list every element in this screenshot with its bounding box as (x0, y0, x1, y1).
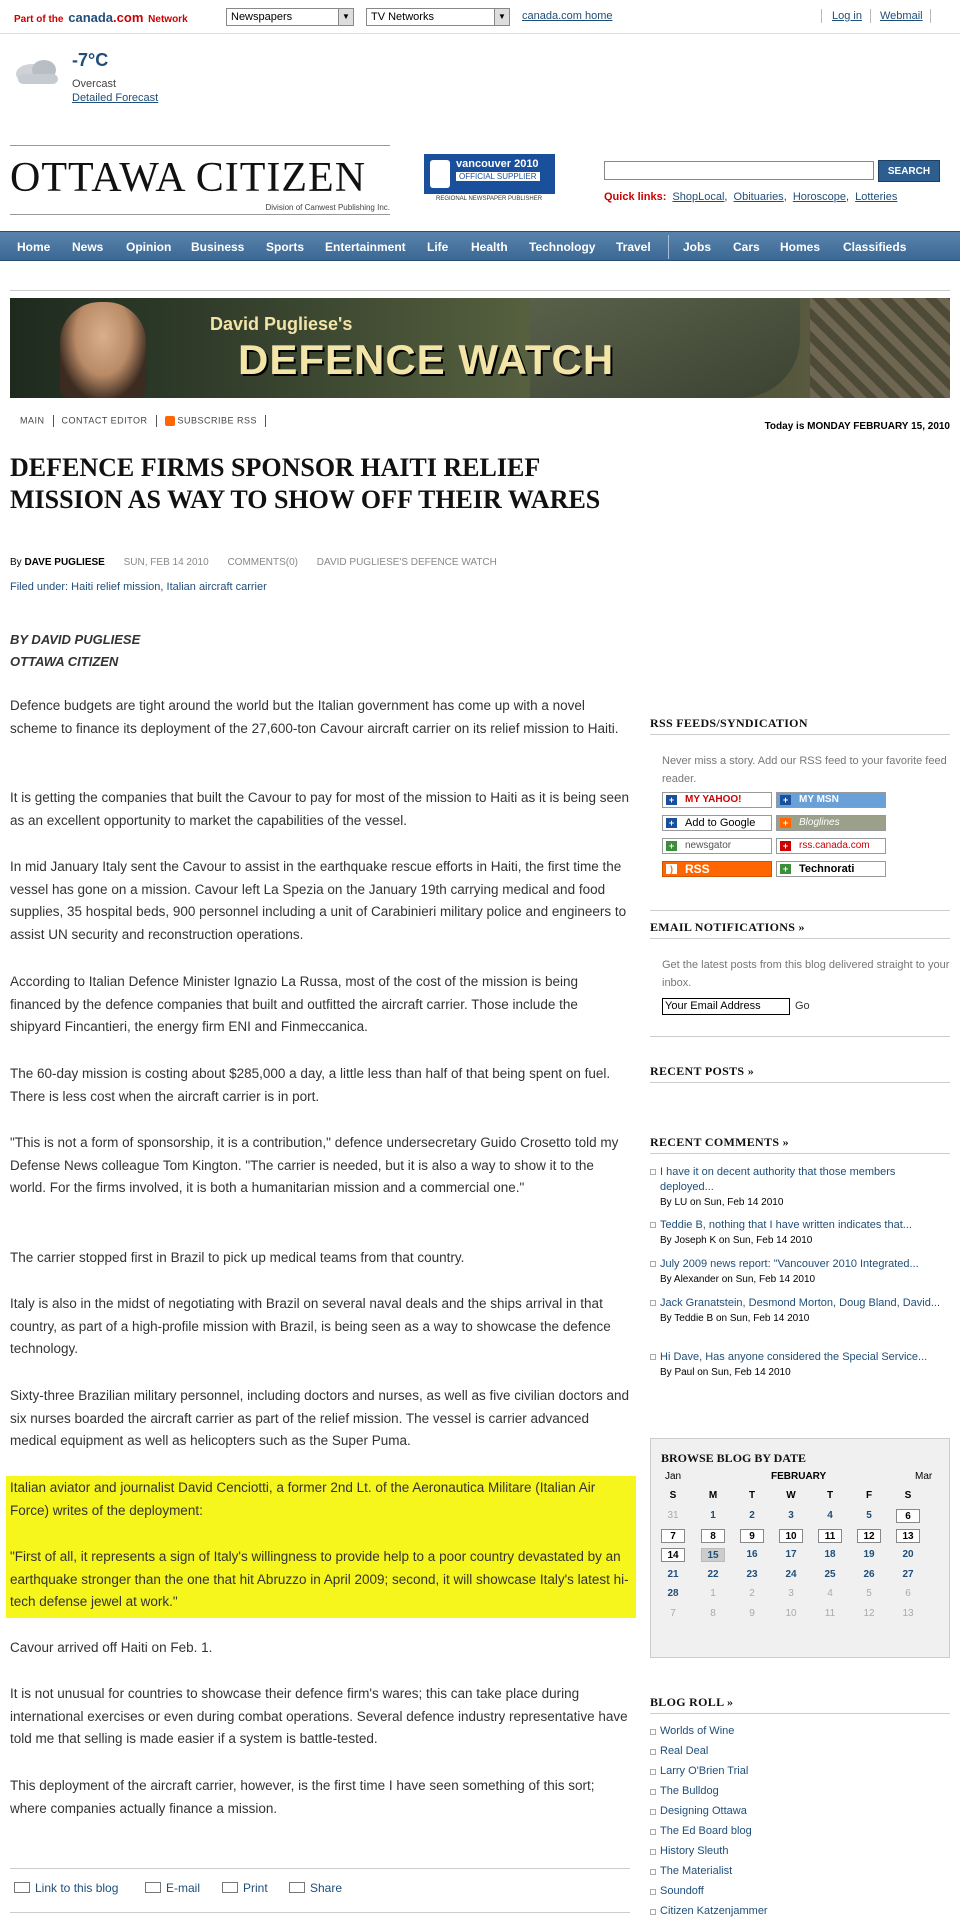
feed-label: rss.canada.com (799, 840, 870, 851)
calendar-day: 20 (902, 1549, 914, 1560)
weather-condition: Overcast (72, 78, 117, 90)
print-icon (222, 1882, 238, 1893)
calendar-day[interactable]: 9 (740, 1529, 764, 1543)
share-article[interactable] (289, 1881, 342, 1895)
calendar-weekday: S (669, 1490, 677, 1501)
nav-cars[interactable]: Cars (733, 240, 760, 254)
article-paragraph: Cavour arrived off Haiti on Feb. 1. (10, 1640, 213, 1655)
technorati-button[interactable] (776, 861, 886, 877)
byline-publication: OTTAWA CITIZEN (10, 654, 119, 669)
calendar-day: 5 (866, 1588, 872, 1599)
blog-roll-item (650, 1785, 950, 1797)
email-description: Get the latest posts from this blog delivered straight to your inbox. (662, 959, 950, 989)
main-nav (0, 231, 960, 261)
link-icon (14, 1882, 30, 1893)
byline-author: BY DAVID PUGLIESE (10, 632, 141, 647)
calendar-day: 11 (824, 1607, 836, 1619)
bullet-icon (650, 1789, 656, 1795)
part-of-text: Part of the (14, 14, 64, 25)
divider (870, 9, 871, 23)
olympic-line1: vancouver 2010 (456, 158, 539, 170)
recent-comment-link[interactable]: Hi Dave, Has anyone considered the Special Service... (660, 1351, 928, 1363)
recent-comment (650, 1296, 950, 1326)
blog-calendar (650, 1438, 950, 1658)
quick-links-label: Quick links: (604, 191, 667, 203)
calendar-weekday: M (708, 1490, 718, 1501)
bullet-icon (650, 1809, 656, 1815)
recent-comment (650, 1165, 950, 1210)
bullet-icon (650, 1849, 656, 1855)
recent-comment-link[interactable]: Teddie B, nothing that I have written indicates that... (660, 1219, 912, 1231)
calendar-day[interactable]: 11 (818, 1529, 842, 1543)
calendar-day: 10 (785, 1607, 797, 1619)
bullet-icon (650, 1769, 656, 1775)
nav-technology[interactable]: Technology (529, 240, 596, 254)
calendar-day: 22 (707, 1568, 719, 1580)
calendar-day: 28 (667, 1588, 679, 1599)
article-paragraph: It is not unusual for countries to showcase their defence firm's wares; this can take place during international exercises or even during combat operations. Several defence industry representative have told me that selling is made easier if a system is battle-tested. (10, 1686, 628, 1746)
divider (650, 910, 950, 911)
quote-intro: Italian aviator and journalist David Cenciotti, a former 2nd Lt. of the Aeronautica Militare (Italian Air Force) writes of the deployment: (10, 1480, 596, 1518)
network-text: Network (148, 14, 188, 25)
tv-select-value: TV Networks (371, 11, 434, 23)
masthead-division: Division of Canwest Publishing Inc. (265, 203, 390, 212)
divider (650, 1036, 950, 1037)
calendar-day: 1 (710, 1588, 716, 1599)
calendar-day: 5 (866, 1510, 872, 1521)
feed-label: Technorati (799, 863, 855, 875)
divider (930, 9, 931, 23)
divider (650, 1082, 950, 1083)
comments-count-link[interactable]: COMMENTS(0) (227, 557, 299, 568)
chevron-down-icon: ▼ (494, 9, 509, 25)
filed-under: Filed under: Haiti relief mission, Italian aircraft carrier (10, 581, 267, 593)
divider (650, 734, 950, 735)
recent-comment (650, 1350, 950, 1380)
bullet-icon (650, 1869, 656, 1875)
article-meta (10, 557, 497, 568)
calendar-day: 3 (788, 1510, 794, 1521)
newspapers-select-value: Newspapers (231, 11, 293, 23)
olympic-line2: OFFICIAL SUPPLIER (456, 172, 540, 181)
article-paragraph: The carrier stopped first in Brazil to pick up medical teams from that country. (10, 1250, 465, 1265)
network-bar (0, 0, 960, 34)
recent-comment-link[interactable]: July 2009 news report: "Vancouver 2010 Integrated... (660, 1258, 919, 1270)
canada-home-link[interactable]: canada.com home (522, 10, 613, 22)
share-icon (289, 1882, 305, 1893)
calendar-day: 2 (749, 1510, 755, 1521)
calendar-day[interactable]: 6 (896, 1509, 920, 1523)
calendar-day: 13 (902, 1607, 914, 1619)
blog-roll-item (650, 1745, 950, 1757)
subnav-contact-editor[interactable]: CONTACT EDITOR (61, 415, 148, 426)
bullet-icon (650, 1222, 656, 1228)
plus-icon: + (666, 795, 677, 805)
network-label (14, 10, 188, 25)
article-author[interactable]: DAVE PUGLIESE (24, 557, 105, 568)
calendar-day: 19 (863, 1549, 875, 1560)
article-headline: DEFENCE FIRMS SPONSOR HAITI RELIEF MISSION AS WAY TO SHOW OFF THEIR WARES (10, 453, 601, 514)
blog-roll-item (650, 1725, 950, 1737)
article-paragraph: In mid January Italy sent the Cavour to assist in the earthquake rescue efforts in Haiti, the first time the vessel has gone on a mission. Cavour left La Spezia on the January 19th carrying medical and food supplies, 35 hospital beds, 900 personnel including a unit of Carabinieri military police and engineers to assist UN security and reconstruction operations. (10, 859, 627, 942)
by-label: By (10, 557, 22, 568)
banner-soldiers-image (810, 298, 950, 398)
recent-comment-link[interactable]: I have it on decent authority that those members deployed... (660, 1166, 896, 1193)
article-paragraph: According to Italian Defence Minister Ignazio La Russa, most of the cost of the mission is being financed by the defence companies that built and outfitted the aircraft carrier. Those include the shipyard Fincantieri, the energy firm ENI and Finmeccanica. (10, 974, 579, 1034)
tv-networks-select[interactable] (366, 8, 510, 26)
masthead[interactable] (10, 145, 390, 215)
tag-italian-aircraft-carrier[interactable]: Italian aircraft carrier (166, 581, 267, 593)
author-photo (60, 302, 146, 398)
calendar-current-month: FEBRUARY (771, 1471, 827, 1482)
calendar-day: 23 (746, 1568, 758, 1580)
add-to-google-button[interactable] (662, 815, 772, 831)
recent-comment (650, 1218, 950, 1248)
calendar-day: 24 (785, 1568, 797, 1580)
banner-subtitle: David Pugliese's (210, 314, 353, 334)
quick-link-lotteries[interactable]: Lotteries (855, 191, 898, 203)
chevron-down-icon: ▼ (338, 9, 353, 25)
calendar-day: 2 (749, 1588, 755, 1599)
calendar-day: 3 (788, 1588, 794, 1599)
article-paragraph: "This is not a form of sponsorship, it is a contribution," defence undersecretary Guido Crosetto told my Defense News colleague Tom Kington. "The carrier is needed, but it is also a way to show it to the world. For the firms involved, it is both a humanitarian mission and a commercial one." (10, 1135, 619, 1195)
calendar-month-row (651, 1471, 951, 1485)
calendar-day: 18 (824, 1549, 836, 1560)
calendar-day: 26 (863, 1568, 875, 1580)
article-paragraph: Sixty-three Brazilian military personnel, including doctors and nurses, as well as five civilian doctors and six nurses boarded the aircraft carrier as part of the relief mission. The vessel is carrier advanced medical equipment as well as helicopters such as the Super Puma. (10, 1388, 630, 1448)
divider (821, 9, 822, 23)
calendar-day[interactable]: 7 (661, 1529, 685, 1543)
today-date: Today is MONDAY FEBRUARY 15, 2010 (764, 421, 950, 432)
nav-divider (668, 235, 669, 259)
canada-logo-text: canada (68, 10, 114, 25)
bullet-icon (650, 1889, 656, 1895)
blog-roll-item (650, 1845, 950, 1857)
recent-comment-byline: By Teddie B on Sun, Feb 14 2010 (660, 1313, 810, 1324)
feed-label: RSS (685, 862, 710, 876)
feed-label: newsgator (685, 840, 732, 851)
masthead-title: OTTAWA CITIZEN (10, 155, 367, 201)
calendar-prev-month[interactable]: Jan (665, 1471, 682, 1482)
recent-comment-link[interactable]: Jack Granatstein, Desmond Morton, Doug Bland, David... (660, 1297, 941, 1309)
quote-text: "First of all, it represents a sign of Italy's willingness to provide help to a poor country devastated by an earthquake stronger than the one that hit Abruzzo in April 2009; second, it will showcase Italy's latest hi-tech defense jewel at work." (10, 1549, 629, 1609)
email-article[interactable] (145, 1881, 200, 1895)
link-to-blog-text[interactable]: Link to this blog (35, 1881, 119, 1895)
canada-logo-suffix: .com (113, 10, 144, 25)
nav-travel[interactable]: Travel (616, 240, 651, 254)
calendar-day: 21 (667, 1568, 679, 1580)
bullet-icon (650, 1909, 656, 1915)
rss-icon (165, 416, 175, 426)
blog-roll-link[interactable]: History Sleuth (660, 1845, 729, 1857)
email-icon (145, 1882, 161, 1893)
my-msn-button[interactable] (776, 792, 886, 808)
bullet-icon (650, 1829, 656, 1835)
blog-roll-link[interactable]: Real Deal (660, 1745, 709, 1757)
calendar-day[interactable]: 13 (896, 1529, 920, 1543)
subnav-main[interactable]: MAIN (20, 415, 45, 426)
newsgator-button[interactable] (662, 838, 772, 854)
bullet-icon (650, 1261, 656, 1267)
blog-roll-link[interactable]: The Ed Board blog (660, 1825, 752, 1837)
divider (10, 290, 950, 291)
blog-roll-item (650, 1885, 950, 1897)
nav-home[interactable]: Home (17, 240, 51, 254)
print-article[interactable] (222, 1881, 268, 1895)
blog-roll-item (650, 1825, 950, 1837)
blog-roll-item (650, 1765, 950, 1777)
rss-canada-button[interactable] (776, 838, 886, 854)
defence-watch-banner[interactable] (10, 298, 950, 398)
blog-name-link[interactable]: DAVID PUGLIESE'S DEFENCE WATCH (316, 557, 497, 568)
calendar-weekday: T (748, 1490, 756, 1501)
recent-comment-byline: By Joseph K on Sun, Feb 14 2010 (660, 1235, 813, 1246)
calendar-day: 4 (827, 1510, 833, 1521)
bullet-icon (650, 1300, 656, 1306)
olympic-rings-icon (430, 160, 450, 188)
blog-roll-item (650, 1805, 950, 1817)
calendar-day: 1 (710, 1510, 716, 1521)
print-text[interactable]: Print (243, 1881, 268, 1895)
calendar-title: BROWSE BLOG BY DATE (661, 1451, 807, 1465)
rss-feeds-heading: RSS FEEDS/SYNDICATION (650, 716, 808, 730)
calendar-day[interactable]: 15 (701, 1548, 725, 1562)
email-go-button[interactable]: Go (795, 1000, 810, 1012)
email-field[interactable]: Your Email Address (662, 998, 790, 1015)
plus-icon: + (780, 795, 791, 805)
calendar-day: 4 (827, 1588, 833, 1599)
calendar-day: 16 (746, 1549, 758, 1560)
calendar-day: 7 (670, 1607, 676, 1619)
article-date: SUN, FEB 14 2010 (123, 557, 209, 568)
feed-label: Bloglines (799, 817, 840, 828)
article-paragraph: Italy is also in the midst of negotiating with Brazil on several naval deals and the ships arrival in that country, as part of a high-profile mission with Brazil, is being seen as a way to showcase the defence technology. (10, 1296, 611, 1356)
nav-homes[interactable]: Homes (780, 240, 821, 254)
quick-link-horoscope[interactable]: Horoscope (792, 191, 847, 203)
plus-icon: + (780, 864, 791, 874)
blog-roll-link[interactable]: Worlds of Wine (660, 1725, 735, 1737)
plus-icon: + (780, 818, 791, 828)
bullet-icon (650, 1749, 656, 1755)
calendar-weekday: T (826, 1490, 834, 1501)
article-paragraph: It is getting the companies that built the Cavour to pay for most of the mission to Haiti as it is being seen as an excellent opportunity to market the capabilities of the vessel. (10, 790, 630, 828)
detailed-forecast-link[interactable]: Detailed Forecast (72, 92, 159, 104)
blog-roll-link[interactable]: The Materialist (660, 1865, 733, 1877)
nav-life[interactable]: Life (427, 240, 449, 254)
calendar-day: 6 (905, 1588, 911, 1599)
search-button[interactable]: SEARCH (878, 160, 940, 182)
calendar-day[interactable]: 14 (661, 1548, 685, 1562)
article-paragraph: Defence budgets are tight around the world but the Italian government has come up with a novel scheme to finance its deployment of the 27,600-ton Cavour aircraft carrier on its relief mission to Haiti. (10, 698, 619, 736)
nav-opinion[interactable]: Opinion (126, 240, 172, 254)
quick-link-obituaries[interactable]: Obituaries (733, 191, 784, 203)
divider (10, 1912, 630, 1913)
divider (650, 1713, 950, 1714)
rss-description: Never miss a story. Add our RSS feed to your favorite feed reader. (662, 755, 947, 785)
bullet-icon (650, 1354, 656, 1360)
divider (650, 938, 950, 939)
temperature: -7°C (72, 50, 109, 70)
article-tools (10, 1868, 630, 1908)
blog-roll-link[interactable]: Citizen Katzenjammer (660, 1905, 768, 1917)
article-paragraph: This deployment of the aircraft carrier, however, is the first time I have seen something of this sort; where companies actually finance a mission. (10, 1778, 595, 1816)
plus-icon: + (780, 841, 791, 851)
recent-comment-byline: By Paul on Sun, Feb 14 2010 (660, 1367, 791, 1378)
link-to-blog[interactable] (14, 1881, 118, 1895)
article-byline (10, 629, 140, 673)
tag-haiti-relief-mission[interactable]: Haiti relief mission (71, 581, 161, 593)
blog-roll-link[interactable]: Designing Ottawa (660, 1805, 747, 1817)
plus-icon: + (666, 841, 677, 851)
banner-title: DEFENCE WATCH (238, 336, 615, 383)
filed-under-label: Filed under: (10, 581, 69, 593)
blog-roll-link[interactable]: The Bulldog (660, 1785, 719, 1797)
blog-roll-link[interactable]: Soundoff (660, 1885, 704, 1897)
canada-logo[interactable] (68, 10, 143, 25)
feed-label: MY YAHOO! (685, 794, 742, 805)
calendar-day: 27 (902, 1568, 914, 1580)
feed-label: Add to Google (685, 817, 756, 829)
rss-icon: ) (666, 864, 677, 874)
bloglines-button[interactable] (776, 815, 886, 831)
calendar-weekday: F (865, 1490, 873, 1501)
nav-news[interactable]: News (72, 240, 104, 254)
recent-posts-heading[interactable]: RECENT POSTS » (650, 1064, 755, 1078)
search-input[interactable] (604, 161, 874, 180)
nav-business[interactable]: Business (191, 240, 245, 254)
cloud-icon (12, 56, 62, 86)
email-text[interactable]: E-mail (166, 1881, 201, 1895)
quick-link-shoplocal[interactable]: ShopLocal (672, 191, 725, 203)
email-notifications-heading[interactable]: EMAIL NOTIFICATIONS » (650, 920, 805, 934)
blog-subnav (20, 415, 274, 427)
calendar-day[interactable]: 10 (779, 1529, 803, 1543)
calendar-day[interactable]: 12 (857, 1529, 881, 1543)
calendar-day: 9 (749, 1607, 755, 1619)
calendar-day: 25 (824, 1568, 836, 1580)
blog-roll-item (650, 1865, 950, 1877)
calendar-next-month[interactable]: Mar (915, 1471, 933, 1482)
rss-button[interactable] (662, 861, 772, 877)
quick-links: Quick links: ShopLocal, Obituaries, Horoscope, Lotteries (604, 191, 898, 203)
recent-comment (650, 1257, 950, 1287)
nav-jobs[interactable]: Jobs (683, 240, 712, 254)
calendar-day: 12 (863, 1607, 875, 1619)
bullet-icon (650, 1169, 656, 1175)
nav-sports[interactable]: Sports (266, 240, 305, 254)
login-link[interactable]: Log in (832, 10, 862, 22)
calendar-day: 17 (785, 1549, 797, 1560)
plus-icon: + (666, 818, 677, 828)
calendar-day: 31 (667, 1510, 679, 1521)
newspapers-select[interactable] (226, 8, 354, 26)
feed-label: MY MSN (799, 794, 839, 805)
webmail-link[interactable]: Webmail (880, 10, 923, 22)
olympic-sub: REGIONAL NEWSPAPER PUBLISHER (436, 196, 543, 202)
divider (650, 1153, 950, 1154)
calendar-day[interactable]: 8 (701, 1529, 725, 1543)
subnav-subscribe-rss[interactable]: SUBSCRIBE RSS (177, 415, 258, 426)
calendar-day: 8 (710, 1607, 716, 1619)
nav-health[interactable]: Health (471, 240, 508, 254)
article-paragraph: The 60-day mission is costing about $285,000 a day, a little less than half of that being spent on fuel. There is less cost when the aircraft carrier is in port. (10, 1066, 611, 1104)
my-yahoo-button[interactable] (662, 792, 772, 808)
calendar-weekday: W (786, 1490, 796, 1501)
calendar-weekday: S (904, 1490, 912, 1501)
blog-roll-item (650, 1905, 950, 1917)
vancouver-2010-badge[interactable] (424, 154, 555, 194)
recent-comment-byline: By Alexander on Sun, Feb 14 2010 (660, 1274, 816, 1285)
nav-entertainment[interactable]: Entertainment (325, 240, 406, 254)
blog-roll-heading[interactable]: BLOG ROLL » (650, 1695, 734, 1709)
blog-roll-link[interactable]: Larry O'Brien Trial (660, 1765, 749, 1777)
recent-comments-heading[interactable]: RECENT COMMENTS » (650, 1135, 789, 1149)
recent-comment-byline: By LU on Sun, Feb 14 2010 (660, 1197, 784, 1208)
nav-classifieds[interactable]: Classifieds (843, 240, 907, 254)
share-text[interactable]: Share (310, 1881, 343, 1895)
bullet-icon (650, 1729, 656, 1735)
